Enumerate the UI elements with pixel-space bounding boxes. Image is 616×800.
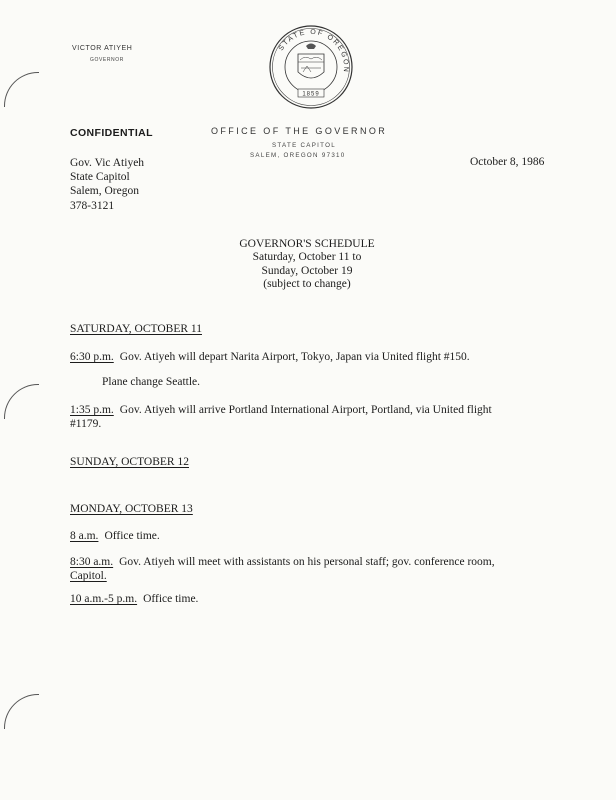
sender-block <box>70 156 144 213</box>
entry-time: 6:30 p.m. <box>70 351 114 363</box>
document-date: October 8, 1986 <box>470 156 545 168</box>
entry-text: Office time. <box>104 530 160 542</box>
entry-text: Gov. Atiyeh will arrive Portland International Airport, Portland, via United flight <box>119 404 492 416</box>
schedule-entry <box>70 403 570 431</box>
office-city: SALEM, OREGON 97310 <box>250 152 346 159</box>
office-heading: OFFICE OF THE GOVERNOR <box>211 126 388 136</box>
entry-text: Office time. <box>143 593 199 605</box>
sender-city-line: Salem, Oregon <box>70 185 139 198</box>
binder-punch-mark <box>4 384 39 419</box>
entry-time: 10 a.m.-5 p.m. <box>70 593 138 605</box>
entry-time: 8 a.m. <box>70 530 99 542</box>
entry-text: Gov. Atiyeh will depart Narita Airport, Tokyo, Japan via United flight #150. <box>119 351 470 363</box>
governor-name: VICTOR ATIYEH <box>72 45 133 52</box>
entry-text: Gov. Atiyeh will meet with assistants on his personal staff; gov. conference room, <box>119 556 495 568</box>
entry-time: 1:35 p.m. <box>70 404 114 416</box>
schedule-entry <box>70 529 570 543</box>
day-heading-sunday: SUNDAY, OCTOBER 12 <box>70 456 189 468</box>
schedule-entry <box>70 555 570 583</box>
entry-text-continued: #1179. <box>70 418 102 430</box>
schedule-entry <box>70 592 570 606</box>
schedule-range-end: Sunday, October 19 <box>261 264 353 277</box>
state-seal-icon <box>268 24 354 110</box>
confidential-label: CONFIDENTIAL <box>70 127 153 139</box>
schedule-entry <box>70 350 570 364</box>
governor-title: GOVERNOR <box>90 57 124 63</box>
seal-year: 1859 <box>302 91 320 98</box>
schedule-heading: GOVERNOR'S SCHEDULE <box>239 238 375 250</box>
sender-address-line: State Capitol <box>70 171 130 184</box>
entry-note: Plane change Seattle. <box>102 376 201 388</box>
sender-name: Gov. Vic Atiyeh <box>70 157 145 169</box>
day-heading-monday: MONDAY, OCTOBER 13 <box>70 503 193 515</box>
binder-punch-mark <box>4 694 39 729</box>
office-building: STATE CAPITOL <box>272 142 337 149</box>
sender-phone: 378-3121 <box>70 199 115 212</box>
schedule-title-block <box>200 238 414 292</box>
seal-ring-text: STATE OF OREGON <box>277 28 350 74</box>
schedule-range-start: Saturday, October 11 to <box>252 251 362 264</box>
entry-text-continued: Capitol. <box>70 570 107 582</box>
day-heading-saturday: SATURDAY, OCTOBER 11 <box>70 323 202 335</box>
binder-punch-mark <box>4 72 39 107</box>
schedule-note: (subject to change) <box>263 278 351 291</box>
entry-time: 8:30 a.m. <box>70 556 114 568</box>
